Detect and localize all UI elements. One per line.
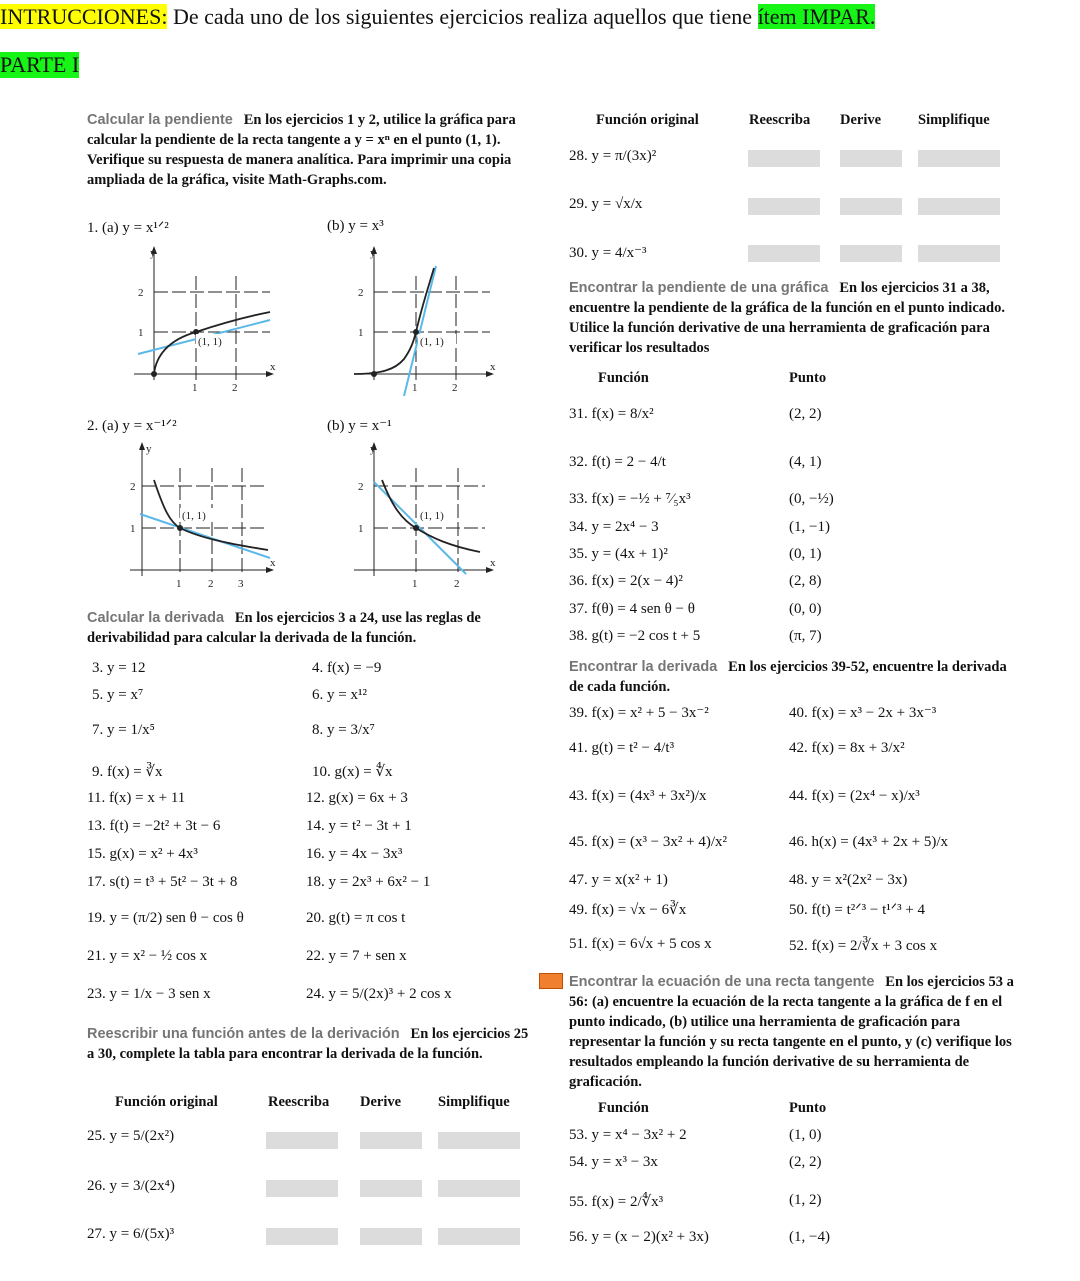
table-row: 29. y = √x/x	[569, 196, 643, 212]
answer-blank[interactable]	[360, 1180, 422, 1197]
exercise: 10. g(x) = ∜x	[312, 764, 393, 780]
column-header: Función original	[596, 112, 699, 128]
answer-blank[interactable]	[918, 150, 1000, 167]
exercise: 41. g(t) = t² − 4/t³	[569, 740, 675, 756]
exercise: 7. y = 1/x⁵	[92, 722, 155, 738]
answer-blank[interactable]	[840, 150, 902, 167]
instructions-text: De cada uno de los siguientes ejercicios realiza aquellos que tiene	[167, 4, 758, 29]
section-find-derivative	[569, 657, 1014, 697]
graph-2b	[340, 440, 500, 592]
exercise: 48. y = x²(2x² − 3x)	[789, 872, 908, 888]
table-row: 33. f(x) = −½ + ⁷⁄₅x³	[569, 491, 691, 507]
exercise: 39. f(x) = x² + 5 − 3x⁻²	[569, 705, 709, 721]
answer-blank[interactable]	[360, 1228, 422, 1245]
exercise: 21. y = x² − ½ cos x	[87, 948, 208, 964]
tick-label: 1	[412, 578, 418, 590]
exercise: 15. g(x) = x² + 4x³	[87, 846, 198, 862]
table-row: 30. y = 4/x⁻³	[569, 245, 647, 261]
column-header: Reescriba	[268, 1094, 330, 1110]
column-header: Punto	[789, 370, 827, 386]
point-value: (0, 0)	[789, 601, 822, 617]
column-header: Simplifique	[918, 112, 990, 128]
point-label: (1, 1)	[420, 336, 444, 348]
tick-label: 3	[238, 578, 244, 590]
point-value: (1, 0)	[789, 1127, 822, 1143]
table-row: 55. f(x) = 2/∜x³	[569, 1194, 664, 1210]
section-text: En los ejercicios 53 a 56: (a) encuentre la ecuación de la recta tangente a la gráfica de f en el punto indicado, (b) utilice una herramienta de graficación para representar la función y su recta tangente en el punto, y (c) verifique los resultados empleando la función derivative de su herramienta de graficación.	[569, 974, 1014, 1090]
table-row: 38. g(t) = −2 cos t + 5	[569, 628, 701, 644]
exercise: 11. f(x) = x + 11	[87, 790, 186, 806]
tick-label: 1	[176, 578, 182, 590]
answer-blank[interactable]	[266, 1228, 338, 1245]
section-text: En los ejercicios 31 a 38, encuentre la pendiente de la gráfica de la función en el punto indicado. Utilice la función derivative de una herramienta de graficación para verificar los resultados	[569, 280, 1005, 356]
answer-blank[interactable]	[748, 245, 820, 262]
table-row: 31. f(x) = 8/x²	[569, 406, 654, 422]
exercise: 43. f(x) = (4x³ + 3x²)/x	[569, 788, 707, 804]
point-value: (2, 2)	[789, 1154, 822, 1170]
tick-label: 2	[452, 382, 458, 394]
tick-label: 2	[130, 481, 136, 493]
axis-y-label: y	[370, 443, 376, 455]
exercise: 52. f(x) = 2/∛x + 3 cos x	[789, 938, 938, 954]
section-slope-point	[569, 278, 1014, 358]
point-value: (π, 7)	[789, 628, 822, 644]
tick-label: 1	[358, 523, 364, 535]
column-header: Reescriba	[749, 112, 811, 128]
answer-blank[interactable]	[840, 245, 902, 262]
point-value: (1, 2)	[789, 1192, 822, 1208]
answer-blank[interactable]	[840, 198, 902, 215]
section-text: En los ejercicios 3 a 24, use las reglas de derivabilidad para calcular la derivada de la función.	[87, 610, 481, 646]
axis-x-label: x	[490, 361, 496, 373]
point-value: (1, −1)	[789, 519, 830, 535]
exercise-2b: (b) y = x⁻¹	[327, 418, 392, 434]
answer-blank[interactable]	[266, 1180, 338, 1197]
exercise: 51. f(x) = 6√x + 5 cos x	[569, 936, 712, 952]
table-row: 53. y = x⁴ − 3x² + 2	[569, 1127, 687, 1143]
section-heading: Encontrar la derivada	[569, 659, 718, 675]
point-value: (0, −½)	[789, 491, 834, 507]
answer-blank[interactable]	[360, 1132, 422, 1149]
column-header: Punto	[789, 1100, 827, 1116]
exercise: 49. f(x) = √x − 6∛x	[569, 902, 687, 918]
graph-1b	[340, 244, 500, 396]
exercise: 6. y = x¹²	[312, 687, 367, 703]
graph-1a	[120, 244, 280, 396]
table-row: 28. y = π/(3x)²	[569, 148, 657, 164]
point-value: (2, 8)	[789, 573, 822, 589]
exercise: 23. y = 1/x − 3 sen x	[87, 986, 211, 1002]
exercise: 8. y = 3/x⁷	[312, 722, 375, 738]
table-row: 26. y = 3/(2x⁴)	[87, 1178, 175, 1194]
section-tangent-line	[569, 972, 1014, 1092]
instructions-label: INTRUCCIONES:	[0, 4, 168, 29]
column-header: Función original	[115, 1094, 218, 1110]
exercise: 12. g(x) = 6x + 3	[306, 790, 408, 806]
section-heading: Calcular la pendiente	[87, 112, 233, 128]
column-header: Función	[598, 1100, 649, 1116]
point-label: (1, 1)	[198, 336, 222, 348]
axis-y-label: y	[150, 247, 156, 259]
axis-y-label: y	[146, 443, 152, 455]
section-heading: Encontrar la pendiente de una gráfica	[569, 280, 829, 296]
graph-2a	[120, 440, 280, 592]
section-slope-graph	[87, 110, 527, 190]
table-row: 36. f(x) = 2(x − 4)²	[569, 573, 683, 589]
tick-label: 1	[192, 382, 198, 394]
exercise: 40. f(x) = x³ − 2x + 3x⁻³	[789, 705, 937, 721]
section-text: En los ejercicios 25 a 30, complete la tabla para encontrar la derivada de la función.	[87, 1026, 529, 1062]
answer-blank[interactable]	[438, 1132, 520, 1149]
exercise: 20. g(t) = π cos t	[306, 910, 406, 926]
tick-label: 2	[358, 287, 364, 299]
parte-title: PARTE I	[0, 52, 80, 77]
table-row: 35. y = (4x + 1)²	[569, 546, 668, 562]
answer-blank[interactable]	[438, 1228, 520, 1245]
section-derivative-rules	[87, 608, 537, 648]
tick-label: 1	[130, 523, 136, 535]
exercise: 9. f(x) = ∛x	[92, 764, 163, 780]
tick-label: 2	[454, 578, 460, 590]
section-text: En los ejercicios 39-52, encuentre la derivada de cada función.	[569, 659, 1007, 695]
exercise: 22. y = 7 + sen x	[306, 948, 407, 964]
exercise-2a: 2. (a) y = x⁻¹ᐟ²	[87, 418, 177, 434]
exercise: 16. y = 4x − 3x³	[306, 846, 403, 862]
exercise: 4. f(x) = −9	[312, 660, 382, 676]
answer-blank[interactable]	[748, 198, 820, 215]
section-heading: Calcular la derivada	[87, 610, 225, 626]
exercise: 24. y = 5/(2x)³ + 2 cos x	[306, 986, 452, 1002]
tick-label: 1	[358, 327, 364, 339]
exercise: 17. s(t) = t³ + 5t² − 3t + 8	[87, 874, 238, 890]
instructions	[0, 4, 875, 30]
column-header: Función	[598, 370, 649, 386]
exercise: 44. f(x) = (2x⁴ − x)/x³	[789, 788, 920, 804]
axis-y-label: y	[370, 247, 376, 259]
exercise: 45. f(x) = (x³ − 3x² + 4)/x²	[569, 834, 728, 850]
column-header: Derive	[360, 1094, 402, 1110]
section-text: En los ejercicios 1 y 2, utilice la gráfica para calcular la pendiente de la recta tangente a y = xⁿ en el punto (1, 1). Verifique su respuesta de manera analítica. Para imprimir una copia ampliada de la gráfica, visite Math-Graphs.com.	[87, 112, 516, 188]
table-row: 56. y = (x − 2)(x² + 3x)	[569, 1229, 709, 1245]
point-value: (2, 2)	[789, 406, 822, 422]
exercise: 50. f(t) = t²ᐟ³ − t¹ᐟ³ + 4	[789, 902, 926, 918]
table-row: 27. y = 6/(5x)³	[87, 1226, 175, 1242]
table-row: 25. y = 5/(2x²)	[87, 1128, 175, 1144]
answer-blank[interactable]	[438, 1180, 520, 1197]
answer-blank[interactable]	[748, 150, 820, 167]
point-value: (0, 1)	[789, 546, 822, 562]
axis-x-label: x	[490, 557, 496, 569]
axis-x-label: x	[270, 361, 276, 373]
section-heading: Encontrar la ecuación de una recta tangente	[569, 974, 875, 990]
exercise: 5. y = x⁷	[92, 687, 144, 703]
answer-blank[interactable]	[918, 198, 1000, 215]
tick-label: 1	[412, 382, 418, 394]
exercise: 13. f(t) = −2t² + 3t − 6	[87, 818, 221, 834]
axis-x-label: x	[270, 557, 276, 569]
graphing-utility-icon	[539, 973, 563, 989]
instructions-odd-item: ítem IMPAR.	[757, 4, 876, 29]
exercise: 19. y = (π/2) sen θ − cos θ	[87, 910, 244, 926]
column-header: Derive	[840, 112, 882, 128]
exercise: 3. y = 12	[92, 660, 146, 676]
tick-label: 2	[208, 578, 214, 590]
exercise: 14. y = t² − 3t + 1	[306, 818, 412, 834]
table-row: 37. f(θ) = 4 sen θ − θ	[569, 601, 695, 617]
section-heading: Reescribir una función antes de la derivación	[87, 1026, 400, 1042]
point-label: (1, 1)	[420, 510, 444, 522]
exercise-1b: (b) y = x³	[327, 218, 384, 234]
exercise-1a: 1. (a) y = x¹ᐟ²	[87, 220, 169, 236]
tick-label: 2	[138, 287, 144, 299]
point-value: (4, 1)	[789, 454, 822, 470]
table-row: 32. f(t) = 2 − 4/t	[569, 454, 666, 470]
exercise: 18. y = 2x³ + 6x² − 1	[306, 874, 431, 890]
table-row: 34. y = 2x⁴ − 3	[569, 519, 659, 535]
tick-label: 2	[358, 481, 364, 493]
tick-label: 1	[138, 327, 144, 339]
answer-blank[interactable]	[266, 1132, 338, 1149]
point-label: (1, 1)	[182, 510, 206, 522]
point-value: (1, −4)	[789, 1229, 830, 1245]
exercise: 42. f(x) = 8x + 3/x²	[789, 740, 905, 756]
exercise: 46. h(x) = (4x³ + 2x + 5)/x	[789, 834, 949, 850]
exercise: 47. y = x(x² + 1)	[569, 872, 668, 888]
tick-label: 2	[232, 382, 238, 394]
table-row: 54. y = x³ − 3x	[569, 1154, 658, 1170]
column-header: Simplifique	[438, 1094, 510, 1110]
section-rewrite	[87, 1024, 532, 1064]
answer-blank[interactable]	[918, 245, 1000, 262]
